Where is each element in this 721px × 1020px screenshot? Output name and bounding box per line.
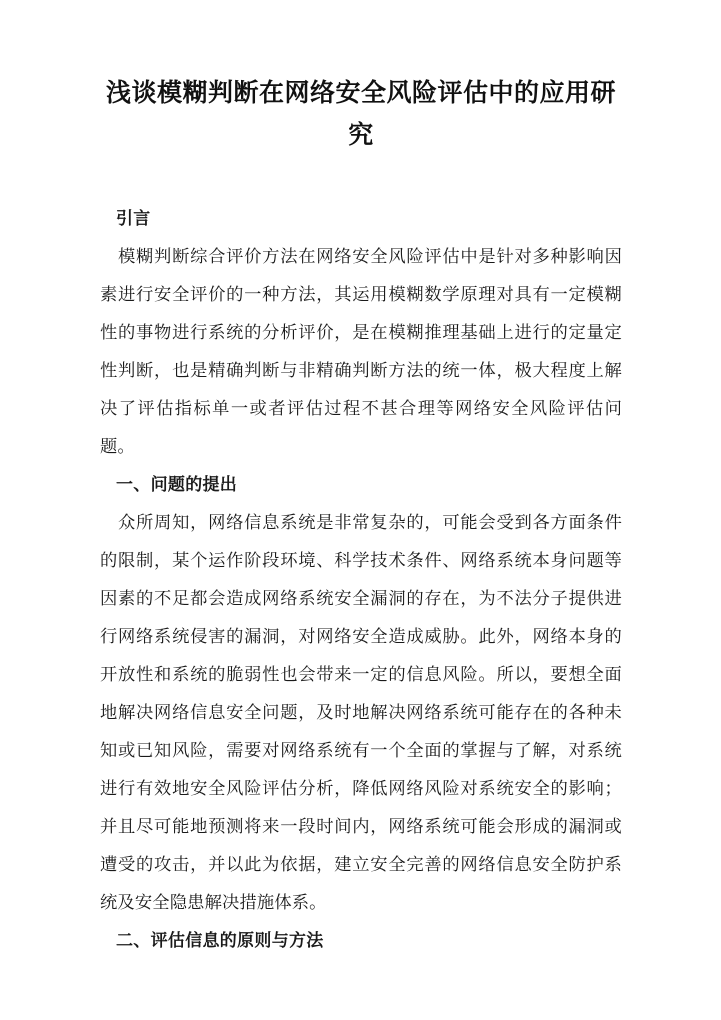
document-content (100, 72, 622, 960)
section-heading-assessment-principles: 二、评估信息的原则与方法 (116, 931, 324, 951)
paragraph-introduction: 模糊判断综合评价方法在网络安全风险评估中是针对多种影响因素进行安全评价的一种方法，其运用模糊数学原理对具有一定模糊性的事物进行系统的分析评价，是在模糊推理基础上进行的定量定性判断，也是精确判断与非精确判断方法的统一体，极大程度上解决了评估指标单一或者评估过程不甚合理等网络安全风险评估问题。 (100, 247, 622, 457)
document-body (100, 200, 622, 960)
page-title: 浅谈模糊判断在网络安全风险评估中的应用研究 (106, 78, 617, 149)
paragraph-problem-statement: 众所周知，网络信息系统是非常复杂的，可能会受到各方面条件的限制，某个运作阶段环境、科学技术条件、网络系统本身问题等因素的不足都会造成网络系统安全漏洞的存在，为不法分子提供进行网络系统侵害的漏洞，对网络安全造成威胁。此外，网络本身的开放性和系统的脆弱性也会带来一定的信息风险。所以，要想全面地解决网络信息安全问题，及时地解决网络系统可能存在的各种未知或已知风险，需要对网络系统有一个全面的掌握与了解，对系统进行有效地安全风险评估分析，降低网络风险对系统安全的影响；并且尽可能地预测将来一段时间内，网络系统可能会形成的漏洞或遭受的攻击，并以此为依据，建立安全完善的网络信息安全防护系统及安全隐患解决措施体系。 (100, 513, 622, 913)
section-heading-problem-statement: 一、问题的提出 (116, 475, 238, 495)
section-heading-introduction: 引言 (116, 209, 151, 229)
